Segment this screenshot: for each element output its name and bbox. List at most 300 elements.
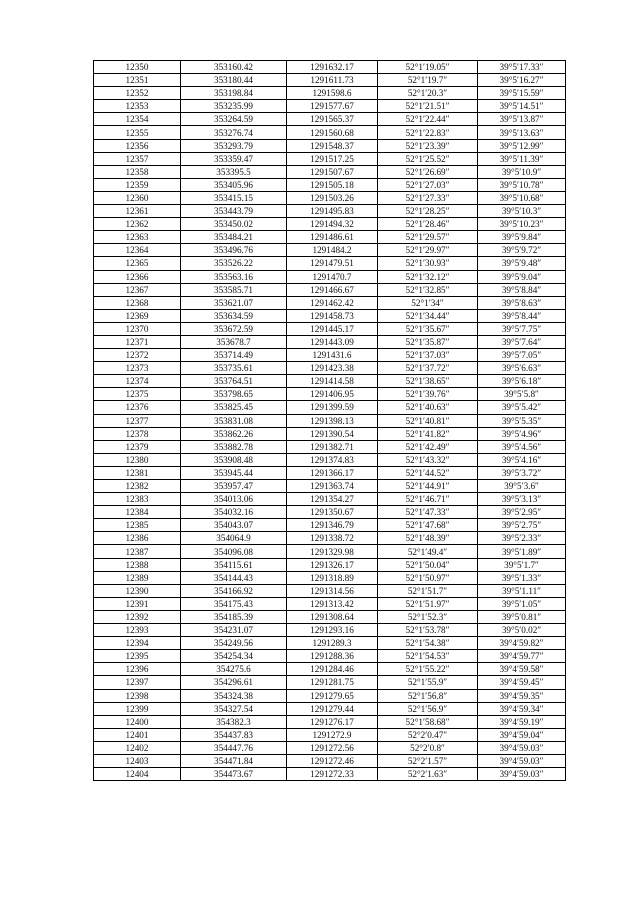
- point-id-cell: 12379: [94, 440, 181, 453]
- y-coordinate-cell: 1291284.46: [287, 663, 378, 676]
- y-coordinate-cell: 1291431.6: [287, 349, 378, 362]
- table-row: [94, 427, 566, 440]
- latitude-cell: 52°1′40.63″: [378, 401, 478, 414]
- point-id-cell: 12376: [94, 401, 181, 414]
- y-coordinate-cell: 1291560.68: [287, 126, 378, 139]
- x-coordinate-cell: 353264.59: [181, 113, 287, 126]
- point-id-cell: 12366: [94, 270, 181, 283]
- x-coordinate-cell: 353563.16: [181, 270, 287, 283]
- y-coordinate-cell: 1291484.2: [287, 244, 378, 257]
- point-id-cell: 12377: [94, 414, 181, 427]
- point-id-cell: 12396: [94, 663, 181, 676]
- latitude-cell: 52°1′51.7″: [378, 584, 478, 597]
- x-coordinate-cell: 353293.79: [181, 139, 287, 152]
- table-row: [94, 244, 566, 257]
- point-id-cell: 12378: [94, 427, 181, 440]
- latitude-cell: 52°1′27.33″: [378, 191, 478, 204]
- table-row: [94, 61, 566, 74]
- point-id-cell: 12393: [94, 624, 181, 637]
- longitude-cell: 39°5′8.63″: [478, 296, 566, 309]
- y-coordinate-cell: 1291479.51: [287, 257, 378, 270]
- longitude-cell: 39°4′59.35″: [478, 689, 566, 702]
- latitude-cell: 52°1′19.05″: [378, 61, 478, 74]
- point-id-cell: 12395: [94, 650, 181, 663]
- y-coordinate-cell: 1291272.56: [287, 741, 378, 754]
- y-coordinate-cell: 1291517.25: [287, 152, 378, 165]
- latitude-cell: 52°1′49.4″: [378, 545, 478, 558]
- point-id-cell: 12390: [94, 584, 181, 597]
- x-coordinate-cell: 353678.7: [181, 335, 287, 348]
- point-id-cell: 12372: [94, 349, 181, 362]
- longitude-cell: 39°5′0.81″: [478, 610, 566, 623]
- y-coordinate-cell: 1291390.54: [287, 427, 378, 440]
- longitude-cell: 39°5′1.11″: [478, 584, 566, 597]
- table-row: [94, 689, 566, 702]
- point-id-cell: 12398: [94, 689, 181, 702]
- latitude-cell: 52°1′19.7″: [378, 74, 478, 87]
- latitude-cell: 52°1′28.25″: [378, 205, 478, 218]
- table-row: [94, 74, 566, 87]
- latitude-cell: 52°1′21.51″: [378, 100, 478, 113]
- y-coordinate-cell: 1291632.17: [287, 61, 378, 74]
- latitude-cell: 52°2′0.8″: [378, 741, 478, 754]
- latitude-cell: 52°2′1.57″: [378, 754, 478, 767]
- x-coordinate-cell: 354175.43: [181, 597, 287, 610]
- longitude-cell: 39°5′9.72″: [478, 244, 566, 257]
- point-id-cell: 12374: [94, 375, 181, 388]
- longitude-cell: 39°5′16.27″: [478, 74, 566, 87]
- longitude-cell: 39°5′7.64″: [478, 335, 566, 348]
- point-id-cell: 12367: [94, 283, 181, 296]
- point-id-cell: 12354: [94, 113, 181, 126]
- point-id-cell: 12401: [94, 728, 181, 741]
- y-coordinate-cell: 1291470.7: [287, 270, 378, 283]
- longitude-cell: 39°5′10.78″: [478, 178, 566, 191]
- y-coordinate-cell: 1291329.98: [287, 545, 378, 558]
- x-coordinate-cell: 353634.59: [181, 309, 287, 322]
- x-coordinate-cell: 354382.3: [181, 715, 287, 728]
- point-id-cell: 12363: [94, 231, 181, 244]
- longitude-cell: 39°5′1.7″: [478, 558, 566, 571]
- point-id-cell: 12353: [94, 100, 181, 113]
- point-id-cell: 12358: [94, 165, 181, 178]
- longitude-cell: 39°5′3.13″: [478, 493, 566, 506]
- table-row: [94, 113, 566, 126]
- x-coordinate-cell: 354064.9: [181, 532, 287, 545]
- point-id-cell: 12387: [94, 545, 181, 558]
- x-coordinate-cell: 353957.47: [181, 480, 287, 493]
- y-coordinate-cell: 1291288.36: [287, 650, 378, 663]
- table-row: [94, 676, 566, 689]
- longitude-cell: 39°4′59.45″: [478, 676, 566, 689]
- latitude-cell: 52°1′56.8″: [378, 689, 478, 702]
- x-coordinate-cell: 354185.39: [181, 610, 287, 623]
- latitude-cell: 52°1′34.44″: [378, 309, 478, 322]
- y-coordinate-cell: 1291308.64: [287, 610, 378, 623]
- y-coordinate-cell: 1291398.13: [287, 414, 378, 427]
- longitude-cell: 39°5′8.84″: [478, 283, 566, 296]
- x-coordinate-cell: 354437.83: [181, 728, 287, 741]
- table-row: [94, 768, 566, 781]
- latitude-cell: 52°2′0.47″: [378, 728, 478, 741]
- latitude-cell: 52°1′39.76″: [378, 388, 478, 401]
- table-row: [94, 362, 566, 375]
- longitude-cell: 39°4′59.03″: [478, 741, 566, 754]
- y-coordinate-cell: 1291406.95: [287, 388, 378, 401]
- table-row: [94, 466, 566, 479]
- x-coordinate-cell: 353415.15: [181, 191, 287, 204]
- latitude-cell: 52°1′37.03″: [378, 349, 478, 362]
- latitude-cell: 52°1′44.91″: [378, 480, 478, 493]
- y-coordinate-cell: 1291313.42: [287, 597, 378, 610]
- table-row: [94, 532, 566, 545]
- table-row: [94, 126, 566, 139]
- point-id-cell: 12385: [94, 519, 181, 532]
- x-coordinate-cell: 353764.51: [181, 375, 287, 388]
- longitude-cell: 39°5′1.05″: [478, 597, 566, 610]
- point-id-cell: 12364: [94, 244, 181, 257]
- x-coordinate-cell: 353798.65: [181, 388, 287, 401]
- x-coordinate-cell: 353825.45: [181, 401, 287, 414]
- x-coordinate-cell: 353443.79: [181, 205, 287, 218]
- table-row: [94, 87, 566, 100]
- latitude-cell: 52°1′58.68″: [378, 715, 478, 728]
- longitude-cell: 39°5′5.42″: [478, 401, 566, 414]
- table-row: [94, 715, 566, 728]
- point-id-cell: 12403: [94, 754, 181, 767]
- table-row: [94, 584, 566, 597]
- longitude-cell: 39°5′0.02″: [478, 624, 566, 637]
- table-row: [94, 257, 566, 270]
- latitude-cell: 52°1′25.52″: [378, 152, 478, 165]
- table-row: [94, 283, 566, 296]
- table-row: [94, 231, 566, 244]
- latitude-cell: 52°1′50.04″: [378, 558, 478, 571]
- latitude-cell: 52°1′38.65″: [378, 375, 478, 388]
- table-row: [94, 100, 566, 113]
- y-coordinate-cell: 1291462.42: [287, 296, 378, 309]
- table-row: [94, 375, 566, 388]
- x-coordinate-cell: 354471.84: [181, 754, 287, 767]
- table-row: [94, 650, 566, 663]
- y-coordinate-cell: 1291272.9: [287, 728, 378, 741]
- longitude-cell: 39°4′59.77″: [478, 650, 566, 663]
- longitude-cell: 39°5′13.63″: [478, 126, 566, 139]
- latitude-cell: 52°1′47.68″: [378, 519, 478, 532]
- y-coordinate-cell: 1291374.83: [287, 453, 378, 466]
- point-id-cell: 12352: [94, 87, 181, 100]
- y-coordinate-cell: 1291354.27: [287, 493, 378, 506]
- x-coordinate-cell: 353908.48: [181, 453, 287, 466]
- longitude-cell: 39°5′7.05″: [478, 349, 566, 362]
- x-coordinate-cell: 353484.21: [181, 231, 287, 244]
- point-id-cell: 12368: [94, 296, 181, 309]
- longitude-cell: 39°5′1.33″: [478, 571, 566, 584]
- latitude-cell: 52°1′22.44″: [378, 113, 478, 126]
- latitude-cell: 52°1′29.57″: [378, 231, 478, 244]
- point-id-cell: 12350: [94, 61, 181, 74]
- table-row: [94, 453, 566, 466]
- y-coordinate-cell: 1291414.58: [287, 375, 378, 388]
- latitude-cell: 52°1′51.97″: [378, 597, 478, 610]
- x-coordinate-cell: 353714.49: [181, 349, 287, 362]
- latitude-cell: 52°1′48.39″: [378, 532, 478, 545]
- longitude-cell: 39°5′2.75″: [478, 519, 566, 532]
- latitude-cell: 52°1′42.49″: [378, 440, 478, 453]
- longitude-cell: 39°5′9.04″: [478, 270, 566, 283]
- latitude-cell: 52°1′56.9″: [378, 702, 478, 715]
- longitude-cell: 39°5′7.75″: [478, 322, 566, 335]
- longitude-cell: 39°4′59.19″: [478, 715, 566, 728]
- latitude-cell: 52°1′55.9″: [378, 676, 478, 689]
- x-coordinate-cell: 354275.6: [181, 663, 287, 676]
- y-coordinate-cell: 1291276.17: [287, 715, 378, 728]
- x-coordinate-cell: 353621.07: [181, 296, 287, 309]
- table-row: [94, 309, 566, 322]
- point-id-cell: 12370: [94, 322, 181, 335]
- x-coordinate-cell: 354254.34: [181, 650, 287, 663]
- x-coordinate-cell: 353496.76: [181, 244, 287, 257]
- table-row: [94, 165, 566, 178]
- longitude-cell: 39°5′12.99″: [478, 139, 566, 152]
- longitude-cell: 39°5′10.68″: [478, 191, 566, 204]
- x-coordinate-cell: 353235.99: [181, 100, 287, 113]
- y-coordinate-cell: 1291445.17: [287, 322, 378, 335]
- latitude-cell: 52°1′37.72″: [378, 362, 478, 375]
- x-coordinate-cell: 353359.47: [181, 152, 287, 165]
- x-coordinate-cell: 353180.44: [181, 74, 287, 87]
- longitude-cell: 39°5′3.6″: [478, 480, 566, 493]
- table-row: [94, 519, 566, 532]
- longitude-cell: 39°5′2.95″: [478, 506, 566, 519]
- longitude-cell: 39°5′8.44″: [478, 309, 566, 322]
- longitude-cell: 39°4′59.03″: [478, 768, 566, 781]
- x-coordinate-cell: 353198.84: [181, 87, 287, 100]
- x-coordinate-cell: 353405.96: [181, 178, 287, 191]
- y-coordinate-cell: 1291423.38: [287, 362, 378, 375]
- x-coordinate-cell: 353862.26: [181, 427, 287, 440]
- table-row: [94, 349, 566, 362]
- x-coordinate-cell: 353160.42: [181, 61, 287, 74]
- longitude-cell: 39°5′5.8″: [478, 388, 566, 401]
- table-row: [94, 335, 566, 348]
- latitude-cell: 52°1′53.78″: [378, 624, 478, 637]
- y-coordinate-cell: 1291505.18: [287, 178, 378, 191]
- table-row: [94, 322, 566, 335]
- point-id-cell: 12384: [94, 506, 181, 519]
- latitude-cell: 52°1′30.93″: [378, 257, 478, 270]
- table-row: [94, 637, 566, 650]
- longitude-cell: 39°5′13.87″: [478, 113, 566, 126]
- point-id-cell: 12402: [94, 741, 181, 754]
- y-coordinate-cell: 1291577.67: [287, 100, 378, 113]
- longitude-cell: 39°5′1.89″: [478, 545, 566, 558]
- table-row: [94, 545, 566, 558]
- longitude-cell: 39°5′4.96″: [478, 427, 566, 440]
- latitude-cell: 52°1′32.12″: [378, 270, 478, 283]
- x-coordinate-cell: 354324.38: [181, 689, 287, 702]
- longitude-cell: 39°5′6.63″: [478, 362, 566, 375]
- latitude-cell: 52°1′55.22″: [378, 663, 478, 676]
- x-coordinate-cell: 354043.07: [181, 519, 287, 532]
- longitude-cell: 39°5′9.48″: [478, 257, 566, 270]
- table-body: [94, 61, 566, 781]
- y-coordinate-cell: 1291318.89: [287, 571, 378, 584]
- point-id-cell: 12381: [94, 466, 181, 479]
- y-coordinate-cell: 1291494.32: [287, 218, 378, 231]
- table-row: [94, 139, 566, 152]
- y-coordinate-cell: 1291495.83: [287, 205, 378, 218]
- point-id-cell: 12380: [94, 453, 181, 466]
- x-coordinate-cell: 353276.74: [181, 126, 287, 139]
- y-coordinate-cell: 1291314.56: [287, 584, 378, 597]
- latitude-cell: 52°1′54.53″: [378, 650, 478, 663]
- latitude-cell: 52°1′35.67″: [378, 322, 478, 335]
- point-id-cell: 12351: [94, 74, 181, 87]
- longitude-cell: 39°4′59.04″: [478, 728, 566, 741]
- y-coordinate-cell: 1291382.71: [287, 440, 378, 453]
- table-row: [94, 728, 566, 741]
- x-coordinate-cell: 353450.02: [181, 218, 287, 231]
- x-coordinate-cell: 354144.43: [181, 571, 287, 584]
- y-coordinate-cell: 1291350.67: [287, 506, 378, 519]
- table-row: [94, 493, 566, 506]
- point-id-cell: 12375: [94, 388, 181, 401]
- x-coordinate-cell: 353945.44: [181, 466, 287, 479]
- point-id-cell: 12359: [94, 178, 181, 191]
- latitude-cell: 52°1′32.85″: [378, 283, 478, 296]
- latitude-cell: 52°1′26.69″: [378, 165, 478, 178]
- longitude-cell: 39°5′11.39″: [478, 152, 566, 165]
- point-id-cell: 12389: [94, 571, 181, 584]
- coordinate-table: [93, 60, 566, 781]
- latitude-cell: 52°1′50.97″: [378, 571, 478, 584]
- x-coordinate-cell: 354231.07: [181, 624, 287, 637]
- table-row: [94, 218, 566, 231]
- longitude-cell: 39°5′4.56″: [478, 440, 566, 453]
- latitude-cell: 52°1′40.81″: [378, 414, 478, 427]
- latitude-cell: 52°1′41.82″: [378, 427, 478, 440]
- x-coordinate-cell: 354473.67: [181, 768, 287, 781]
- point-id-cell: 12356: [94, 139, 181, 152]
- x-coordinate-cell: 353735.61: [181, 362, 287, 375]
- table-row: [94, 414, 566, 427]
- y-coordinate-cell: 1291272.46: [287, 754, 378, 767]
- longitude-cell: 39°4′59.58″: [478, 663, 566, 676]
- table-row: [94, 191, 566, 204]
- point-id-cell: 12383: [94, 493, 181, 506]
- table-row: [94, 597, 566, 610]
- y-coordinate-cell: 1291279.65: [287, 689, 378, 702]
- table-row: [94, 610, 566, 623]
- point-id-cell: 12388: [94, 558, 181, 571]
- y-coordinate-cell: 1291293.16: [287, 624, 378, 637]
- longitude-cell: 39°5′10.3″: [478, 205, 566, 218]
- y-coordinate-cell: 1291507.67: [287, 165, 378, 178]
- longitude-cell: 39°5′6.18″: [478, 375, 566, 388]
- table-row: [94, 205, 566, 218]
- x-coordinate-cell: 353672.59: [181, 322, 287, 335]
- table-row: [94, 152, 566, 165]
- y-coordinate-cell: 1291272.33: [287, 768, 378, 781]
- x-coordinate-cell: 353395.5: [181, 165, 287, 178]
- table-row: [94, 702, 566, 715]
- point-id-cell: 12382: [94, 480, 181, 493]
- y-coordinate-cell: 1291399.59: [287, 401, 378, 414]
- y-coordinate-cell: 1291466.67: [287, 283, 378, 296]
- y-coordinate-cell: 1291281.75: [287, 676, 378, 689]
- y-coordinate-cell: 1291486.61: [287, 231, 378, 244]
- table-row: [94, 558, 566, 571]
- x-coordinate-cell: 354296.61: [181, 676, 287, 689]
- longitude-cell: 39°5′3.72″: [478, 466, 566, 479]
- x-coordinate-cell: 353585.71: [181, 283, 287, 296]
- point-id-cell: 12400: [94, 715, 181, 728]
- latitude-cell: 52°1′46.71″: [378, 493, 478, 506]
- x-coordinate-cell: 354447.76: [181, 741, 287, 754]
- x-coordinate-cell: 353831.08: [181, 414, 287, 427]
- point-id-cell: 12386: [94, 532, 181, 545]
- point-id-cell: 12373: [94, 362, 181, 375]
- point-id-cell: 12392: [94, 610, 181, 623]
- point-id-cell: 12357: [94, 152, 181, 165]
- point-id-cell: 12365: [94, 257, 181, 270]
- table-row: [94, 624, 566, 637]
- y-coordinate-cell: 1291346.79: [287, 519, 378, 532]
- table-row: [94, 663, 566, 676]
- y-coordinate-cell: 1291503.26: [287, 191, 378, 204]
- y-coordinate-cell: 1291338.72: [287, 532, 378, 545]
- latitude-cell: 52°1′22.83″: [378, 126, 478, 139]
- latitude-cell: 52°1′20.3″: [378, 87, 478, 100]
- point-id-cell: 12404: [94, 768, 181, 781]
- longitude-cell: 39°5′5.35″: [478, 414, 566, 427]
- y-coordinate-cell: 1291548.37: [287, 139, 378, 152]
- y-coordinate-cell: 1291565.37: [287, 113, 378, 126]
- latitude-cell: 52°1′35.87″: [378, 335, 478, 348]
- table-row: [94, 754, 566, 767]
- longitude-cell: 39°4′59.82″: [478, 637, 566, 650]
- table-row: [94, 506, 566, 519]
- x-coordinate-cell: 353526.22: [181, 257, 287, 270]
- y-coordinate-cell: 1291326.17: [287, 558, 378, 571]
- latitude-cell: 52°1′43.32″: [378, 453, 478, 466]
- point-id-cell: 12362: [94, 218, 181, 231]
- point-id-cell: 12394: [94, 637, 181, 650]
- longitude-cell: 39°5′10.9″: [478, 165, 566, 178]
- latitude-cell: 52°1′27.03″: [378, 178, 478, 191]
- point-id-cell: 12369: [94, 309, 181, 322]
- latitude-cell: 52°1′44.52″: [378, 466, 478, 479]
- point-id-cell: 12360: [94, 191, 181, 204]
- y-coordinate-cell: 1291443.09: [287, 335, 378, 348]
- longitude-cell: 39°5′17.33″: [478, 61, 566, 74]
- longitude-cell: 39°5′2.33″: [478, 532, 566, 545]
- point-id-cell: 12397: [94, 676, 181, 689]
- point-id-cell: 12355: [94, 126, 181, 139]
- latitude-cell: 52°1′28.46″: [378, 218, 478, 231]
- x-coordinate-cell: 353882.78: [181, 440, 287, 453]
- longitude-cell: 39°5′15.59″: [478, 87, 566, 100]
- table-row: [94, 440, 566, 453]
- point-id-cell: 12361: [94, 205, 181, 218]
- latitude-cell: 52°2′1.63″: [378, 768, 478, 781]
- y-coordinate-cell: 1291611.73: [287, 74, 378, 87]
- x-coordinate-cell: 354096.08: [181, 545, 287, 558]
- latitude-cell: 52°1′23.39″: [378, 139, 478, 152]
- y-coordinate-cell: 1291366.17: [287, 466, 378, 479]
- latitude-cell: 52°1′34″: [378, 296, 478, 309]
